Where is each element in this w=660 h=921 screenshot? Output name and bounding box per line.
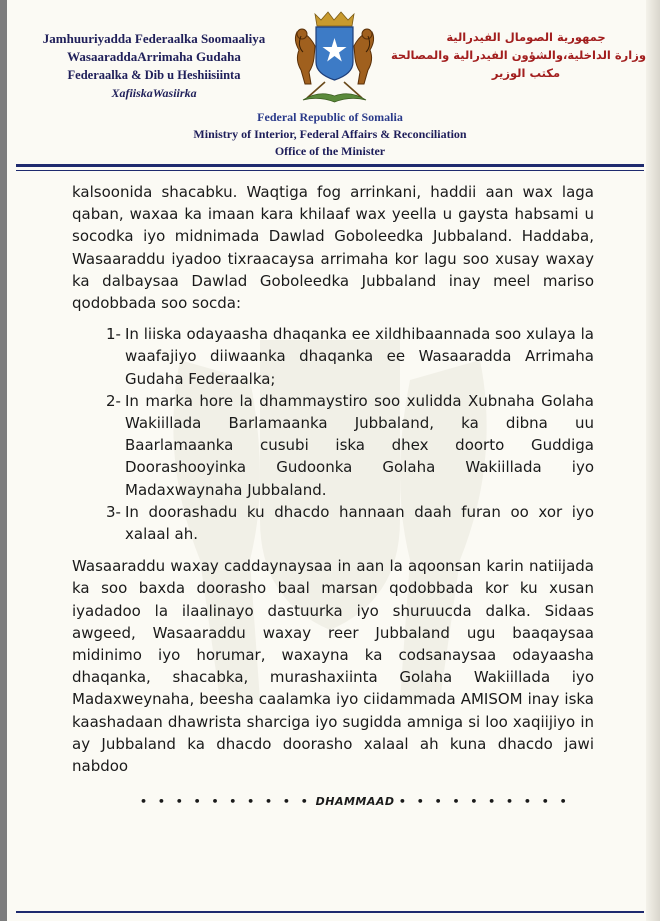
header-rule-thick [16, 164, 644, 167]
end-dots-left: • • • • • • • • • • [140, 795, 312, 808]
list-item [72, 323, 594, 390]
end-dots-right: • • • • • • • • • • [398, 795, 571, 808]
letterhead-somali-line-4: XafiiskaWasiirka [111, 86, 197, 100]
letterhead-somali-line-2: WasaaraddaArrimaha Gudaha [67, 49, 241, 64]
list-item-text: In marka hore la dhammaystiro soo xulidda Xubnaha Golaha Wakiillada Barlamaanka Jubbaland, ka dibna uu Baarlamaanka cusubi iska dhex doorto Guddiga Doorashooyinka Gudoonka Golaha Wakiillada iyo Madaxwaynaha Jubbaland. [125, 391, 594, 499]
list-item-number: 2- [106, 391, 121, 410]
list-item-number: 3- [106, 502, 121, 521]
letterhead-english-line-3: Office of the Minister [274, 144, 386, 158]
closing-paragraph: Wasaaraddu waxay caddaynaysaa in aan la aqoonsan karin natiijada ka soo baxda doorasho baal marsan qodobbada kor ku xusan iyadadoo la ilaalinayo dastuurka iyo shuruucda dalka. Sidaas awgeed, Wasaaraddu waxay reer Jubbaland ugu baaqaysaa midinimo iyo horumar, waxayna ka codsanaysaa odayaasha dhaqanka, shacabka, murashaxiinta Golaha Wakiillada iyo Madaxweynaha, beesha caalamka iyo ciidammada AMISOM inay iska kaashadaan dhawrista sharciga iyo sugidda amniga si loo xaqiijiyo in ay Jubbaland ka dhacdo doorasho xalaal ah kuna dhacdo jawi nabdoo [72, 557, 594, 776]
end-label: DHAMMAAD [315, 795, 395, 808]
intro-paragraph: kalsoonida shacabku. Waqtiga fog arrinkani, haddii aan wax laga qaban, waxaa ka imaan kara khilaaf wax yeella u gaysta habsami u socodka iyo midnimada Dawlad Goboleedka Jubbaland. Haddaba, Wasaaraddu iyadoo tixraacaysa arrimaha kor lagu soo xusay waxay ka dalbaysaa Dawlad Goboleedka Jubbaland inay meel mariso qodobbada soo socda: [72, 183, 594, 313]
list-item-number: 1- [106, 325, 121, 344]
letter-body [72, 181, 594, 777]
letterhead-somali-line-1: Jamhuuriyadda Federaalka Soomaaliya [42, 31, 266, 46]
list-item-text: In liiska odayaasha dhaqanka ee xildhibaannada soo xulaya la waafajiyo diiwaanka dhaqanka ee Wasaaradda Arrimaha Gudaha Federaalka; [125, 325, 594, 388]
demands-list [72, 323, 594, 545]
letterhead-arabic [390, 28, 646, 82]
footer-rule [16, 911, 644, 913]
letterhead-english-line-1: Federal Republic of Somalia [257, 110, 403, 124]
list-item [72, 390, 594, 501]
header-rule-thin [16, 170, 644, 171]
letterhead-arabic-line-3: مكتب الوزير [491, 66, 561, 80]
letterhead-arabic-line-1: جمهورية الصومال الفيدرالية [446, 30, 606, 44]
list-item-text: In doorashadu ku dhacdo hannaan daah furan oo xor iyo xalaal ah. [125, 502, 594, 544]
letterhead-english-line-2: Ministry of Interior, Federal Affairs & Reconciliation [193, 127, 467, 141]
end-marker [140, 795, 571, 808]
letterhead-somali-line-3: Federaalka & Dib u Heshiisiinta [67, 68, 241, 82]
letterhead-english [0, 109, 660, 160]
letterhead-arabic-line-2: وزارة الداخلية،والشؤون الفيدرالية والمصالحة [390, 48, 646, 62]
list-item [72, 501, 594, 545]
coat-of-arms-emblem [283, 10, 386, 110]
letterhead-somali [16, 30, 292, 102]
